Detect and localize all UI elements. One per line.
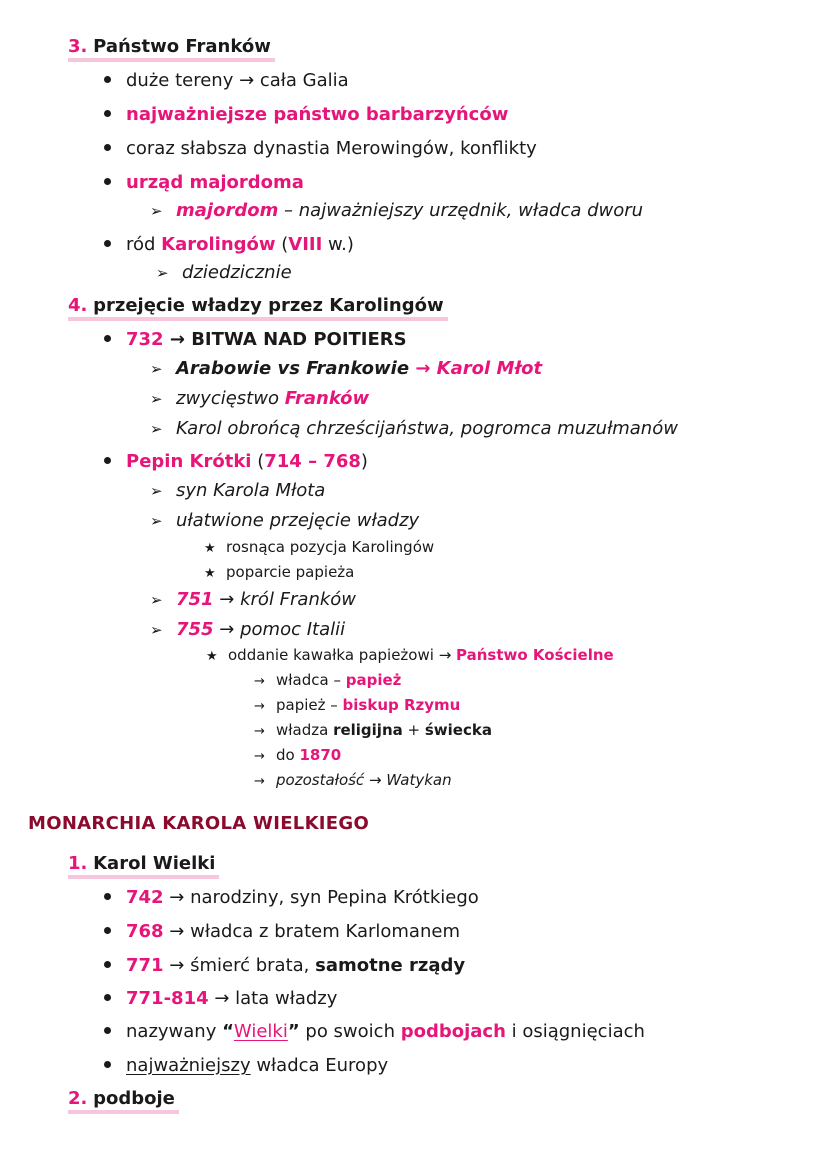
arrowhead-bullet-icon: ➢: [150, 512, 163, 530]
bullet-icon: [104, 990, 126, 1008]
page-title: MONARCHIA KAROLA WIELKIEGO: [28, 813, 370, 834]
list-item: ➢ Karol obrońcą chrześcijaństwa, pogromca muzułmanów: [150, 418, 678, 439]
list-item: urząd majordoma: [104, 174, 304, 192]
bullet-icon: [104, 889, 126, 907]
list-item: coraz słabsza dynastia Merowingów, konflikty: [104, 140, 537, 158]
arrow-right-icon: →: [254, 774, 265, 789]
list-item: ➢ ułatwione przejęcie władzy: [150, 510, 420, 531]
list-item: ➢ syn Karola Młota: [150, 480, 326, 501]
list-item: 732 → BITWA NAD POITIERS: [104, 331, 407, 349]
list-item: ★ rosnąca pozycja Karolingów: [204, 538, 435, 556]
bullet-icon: [104, 140, 126, 158]
list-item: ➢ zwycięstwo Franków: [150, 388, 370, 409]
heading-podboje: [68, 1090, 179, 1114]
arrowhead-bullet-icon: ➢: [150, 482, 163, 500]
heading-panstwo-frankow: [68, 38, 275, 62]
arrow-right-icon: →: [254, 724, 265, 739]
heading-number: 4.: [68, 295, 88, 316]
list-item: 771-814 → lata władzy: [104, 990, 337, 1008]
list-item: najważniejszy władca Europy: [104, 1057, 388, 1075]
arrow-right-icon: →: [254, 674, 265, 689]
list-item: Pepin Krótki (714 – 768): [104, 453, 368, 471]
bullet-icon: [104, 72, 126, 90]
star-bullet-icon: ★: [204, 541, 216, 556]
arrowhead-bullet-icon: ➢: [150, 202, 163, 220]
bullet-icon: [104, 923, 126, 941]
bullet-icon: [104, 1023, 126, 1041]
list-item: ★ poparcie papieża: [204, 563, 355, 581]
list-item: ➢ 755 → pomoc Italii: [150, 619, 346, 640]
bullet-icon: [104, 236, 126, 254]
heading-number: 2.: [68, 1088, 88, 1109]
list-item: → do 1870: [254, 746, 342, 764]
list-item: ród Karolingów (VIII w.): [104, 236, 354, 254]
arrow-right-icon: →: [254, 699, 265, 714]
list-item: 771 → śmierć brata, samotne rządy: [104, 957, 465, 975]
list-item: ★ oddanie kawałka papieżowi → Państwo Kościelne: [206, 646, 614, 664]
list-item: 742 → narodziny, syn Pepina Krótkiego: [104, 889, 479, 907]
arrow-right-icon: →: [254, 749, 265, 764]
list-item: → papież – biskup Rzymu: [254, 696, 461, 714]
list-item: 768 → władca z bratem Karlomanem: [104, 923, 460, 941]
arrowhead-bullet-icon: ➢: [150, 420, 163, 438]
heading-text: Państwo Franków: [93, 36, 271, 57]
arrowhead-bullet-icon: ➢: [150, 390, 163, 408]
list-item: → władza religijna + świecka: [254, 721, 492, 739]
heading-number: 3.: [68, 36, 88, 57]
arrowhead-bullet-icon: ➢: [150, 591, 163, 609]
list-item: najważniejsze państwo barbarzyńców: [104, 106, 508, 124]
bullet-icon: [104, 1057, 126, 1075]
bullet-icon: [104, 174, 126, 192]
list-item: ➢ 751 → król Franków: [150, 589, 357, 610]
heading-text: podboje: [93, 1088, 175, 1109]
heading-number: 1.: [68, 853, 88, 874]
list-item: duże tereny → cała Galia: [104, 72, 349, 90]
arrowhead-bullet-icon: ➢: [156, 264, 169, 282]
arrowhead-bullet-icon: ➢: [150, 621, 163, 639]
bullet-icon: [104, 106, 126, 124]
heading-text: przejęcie władzy przez Karolingów: [93, 295, 444, 316]
bullet-icon: [104, 453, 126, 471]
list-item: ➢ dziedzicznie: [156, 262, 292, 283]
star-bullet-icon: ★: [204, 566, 216, 581]
list-item: nazywany “Wielki” po swoich podbojach i osiągnięciach: [104, 1023, 645, 1041]
heading-text: Karol Wielki: [93, 853, 216, 874]
list-item: ➢ Arabowie vs Frankowie → Karol Młot: [150, 358, 543, 379]
heading-przejecie-wladzy: [68, 297, 448, 321]
bullet-icon: [104, 957, 126, 975]
arrowhead-bullet-icon: ➢: [150, 360, 163, 378]
list-item: → władca – papież: [254, 671, 402, 689]
list-item: ➢ majordom – najważniejszy urzędnik, władca dworu: [150, 200, 644, 221]
list-item: → pozostałość → Watykan: [254, 771, 452, 789]
star-bullet-icon: ★: [206, 649, 218, 664]
bullet-icon: [104, 331, 126, 349]
heading-karol-wielki: [68, 855, 219, 879]
